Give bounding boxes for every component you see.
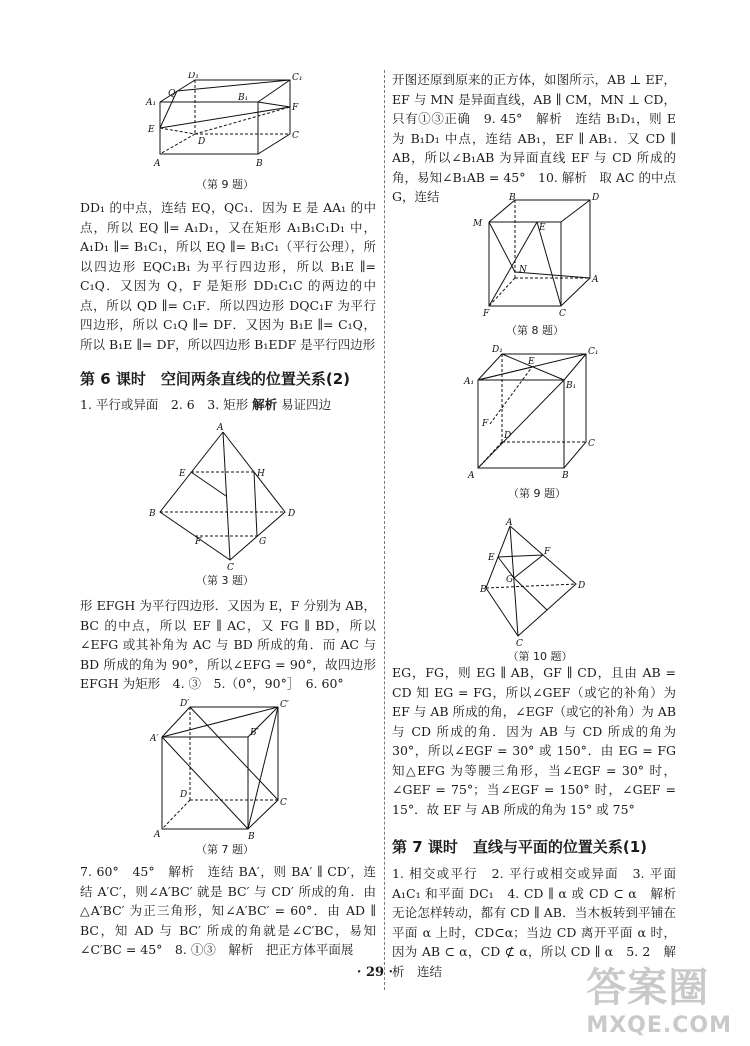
figure-8-caption: （第 8 题） — [506, 324, 564, 337]
svg-text:C′: C′ — [280, 700, 289, 710]
svg-text:A: A — [506, 518, 513, 528]
right-paragraph-3: 1. 相交或平行 2. 平行或相交或异面 3. 平面 A₁C₁ 和平面 DC₁ 4. CD ∥ α 或 CD ⊂ α 解析 无论怎样转动，都有 CD ∥ AB．当木板转到平铺在平面 α 上时，CD⊂α；当边 CD 离开平面 α 时，因为 AB ⊂ α，CD ⊄ α，所以 CD ∥ α 5. 2 解析 连结 — [392, 866, 689, 979]
svg-text:F: F — [195, 537, 202, 547]
figure-9-right-caption: （第 9 题） — [508, 487, 566, 500]
svg-text:A₁: A₁ — [146, 98, 157, 108]
svg-text:N: N — [519, 265, 527, 275]
figure-9-left-diagram — [140, 72, 310, 174]
svg-text:B: B — [562, 471, 569, 481]
svg-text:F: F — [292, 103, 299, 113]
svg-text:D: D — [504, 431, 512, 441]
svg-text:B: B — [480, 585, 487, 595]
figure-10 — [480, 518, 600, 664]
svg-text:C: C — [516, 639, 523, 646]
figure-3-diagram — [145, 420, 305, 570]
watermark — [586, 956, 732, 1038]
figure-9-left — [140, 72, 310, 192]
svg-text:C₁: C₁ — [588, 347, 599, 357]
svg-text:D₁: D₁ — [492, 345, 503, 355]
svg-text:B: B — [509, 193, 516, 203]
svg-text:G: G — [506, 575, 514, 585]
svg-text:D₁: D₁ — [188, 72, 199, 81]
figure-9-left-caption: （第 9 题） — [196, 178, 254, 191]
svg-text:E: E — [488, 553, 495, 563]
figure-3 — [145, 420, 305, 588]
svg-text:B′: B′ — [250, 728, 259, 738]
figure-9-right — [462, 338, 612, 501]
svg-text:E: E — [148, 125, 155, 135]
svg-text:F: F — [544, 547, 551, 557]
figure-7-caption: （第 7 题） — [196, 843, 254, 856]
svg-text:B: B — [248, 832, 255, 839]
svg-text:A: A — [592, 275, 599, 285]
svg-text:A′: A′ — [150, 734, 159, 744]
svg-text:B: B — [149, 509, 156, 519]
svg-text:B₁: B₁ — [238, 93, 249, 103]
svg-text:G: G — [259, 537, 267, 547]
page-number: · 29 · — [356, 965, 394, 980]
figure-7 — [150, 697, 300, 857]
svg-text:A: A — [154, 830, 161, 839]
svg-text:D: D — [288, 509, 296, 519]
svg-text:B₁: B₁ — [566, 381, 577, 391]
section-title-6: 第 6 课时 空间两条直线的位置关系(2) — [80, 370, 351, 388]
figure-10-diagram — [480, 518, 600, 646]
answers-1-3: 1. 平行或异面 2. 6 3. 矩形 — [80, 397, 249, 412]
left-paragraph-4: 7. 60° 45° 解析 连结 BA′，则 BA′ ∥ CD′，连结 A′C′，则∠A′BC′ 就是 BC′ 与 CD′ 所成的角．由△A′BC′ 为正三角形，知∠A′BC′ = 60°．由 AD ∥ BC，知 AD 与 BC′ 所成的角就是∠C′BC，易知∠C′BC = 45° 8. ①③ 解析 把正方体平面展 — [80, 864, 376, 957]
right-paragraph-2: EG，FG，则 EG ∥ AB，GF ∥ CD，且由 AB = CD 知 EG = FG，所以∠GEF（或它的补角）为 EF 与 AB 所成的角，∠EGF（或它的补角）为 AB 与 CD 所成的角．因为 AB 与 CD 所成的角为 30°，所以∠EGF = 30° 或 150°．由 EG = FG 知△EFG 为等腰三角形，当∠EGF = 30° 时，∠GEF = 75°；当∠EGF = 150° 时，∠GEF = 15°．故 EF 与 AB 所成的角为 15° 或 75° — [392, 665, 676, 817]
jiexi-label: 解析 — [252, 397, 278, 412]
svg-text:D: D — [180, 790, 188, 800]
svg-text:F: F — [483, 309, 490, 319]
svg-text:E: E — [179, 469, 186, 479]
svg-text:C: C — [588, 439, 595, 449]
svg-text:C: C — [280, 798, 287, 808]
left-paragraph-2 — [80, 395, 376, 415]
watermark-line-1: 答案圈 — [586, 965, 710, 1011]
svg-text:H: H — [257, 469, 265, 479]
right-paragraph-1: 开图还原到原来的正方体，如图所示，AB ⊥ EF，EF 与 MN 是异面直线，AB ∥ CM，MN ⊥ CD，只有①③正确 9. 45° 解析 连结 B₁D₁，则 E 为 B₁D₁ 中点，连结 AB₁，EF ∥ AB₁．又 CD ∥ AB，所以∠B₁AB 为异面直线 EF 与 CD 所成的角，易知∠B₁AB = 45° 10. 解析 取 AC 的中点 G，连结 — [392, 72, 676, 204]
figure-10-caption: （第 10 题） — [507, 650, 573, 663]
svg-text:D′: D′ — [180, 699, 190, 709]
svg-text:A: A — [154, 159, 161, 169]
svg-text:E: E — [539, 223, 546, 233]
svg-text:C: C — [292, 131, 299, 141]
svg-text:C: C — [559, 309, 566, 319]
figure-9-right-diagram — [462, 338, 612, 483]
answer-3-tail: 易证四边 — [281, 397, 332, 412]
figure-3-caption: （第 3 题） — [196, 574, 254, 587]
svg-text:C₁: C₁ — [292, 73, 303, 83]
figure-7-diagram — [150, 697, 300, 839]
svg-text:E: E — [528, 357, 535, 367]
watermark-line-2: MXQE.COM — [586, 1013, 732, 1038]
left-paragraph-3: 形 EFGH 为平行四边形．又因为 E，F 分别为 AB，BC 的中点，所以 EF ∥ AC，又 FG ∥ BD，所以∠EFG 或其补角为 AC 与 BD 所成的角．而 AC 与 BD 所成的角为 90°，所以∠EFG = 90°，故四边形 EFGH 为矩形 4. ③ 5.（0°，90°］ 6. 60° — [80, 598, 376, 691]
svg-text:Q: Q — [168, 89, 176, 99]
svg-text:C: C — [227, 563, 234, 570]
svg-text:F: F — [482, 419, 489, 429]
figure-8-diagram — [465, 192, 605, 320]
svg-text:A: A — [217, 423, 224, 433]
section-title-7: 第 7 课时 直线与平面的位置关系(1) — [392, 838, 648, 856]
svg-text:A: A — [468, 471, 475, 481]
svg-text:D: D — [198, 137, 206, 147]
svg-text:D: D — [592, 193, 600, 203]
figure-8 — [465, 192, 605, 338]
svg-text:D: D — [578, 581, 586, 591]
svg-text:A₁: A₁ — [464, 377, 475, 387]
svg-text:M: M — [473, 219, 483, 229]
svg-text:B: B — [256, 159, 263, 169]
left-paragraph-1: DD₁ 的中点，连结 EQ，QC₁．因为 E 是 AA₁ 的中点，所以 EQ ∥= A₁D₁，又在矩形 A₁B₁C₁D₁ 中，A₁D₁ ∥= B₁C₁，所以 EQ ∥= B₁C₁（平行公理），所以四边形 EQC₁B₁ 为平行四边形，所以 B₁E ∥= C₁Q．又因为 Q，F 是矩形 DD₁C₁C 的两边的中点，所以 QD ∥= C₁F．所以四边形 DQC₁F 为平行四边形，所以 C₁Q ∥= DF．又因为 B₁E ∥= C₁Q，所以 B₁E ∥= DF，所以四边形 B₁EDF 是平行四边形 — [80, 200, 376, 352]
column-divider — [384, 70, 385, 990]
